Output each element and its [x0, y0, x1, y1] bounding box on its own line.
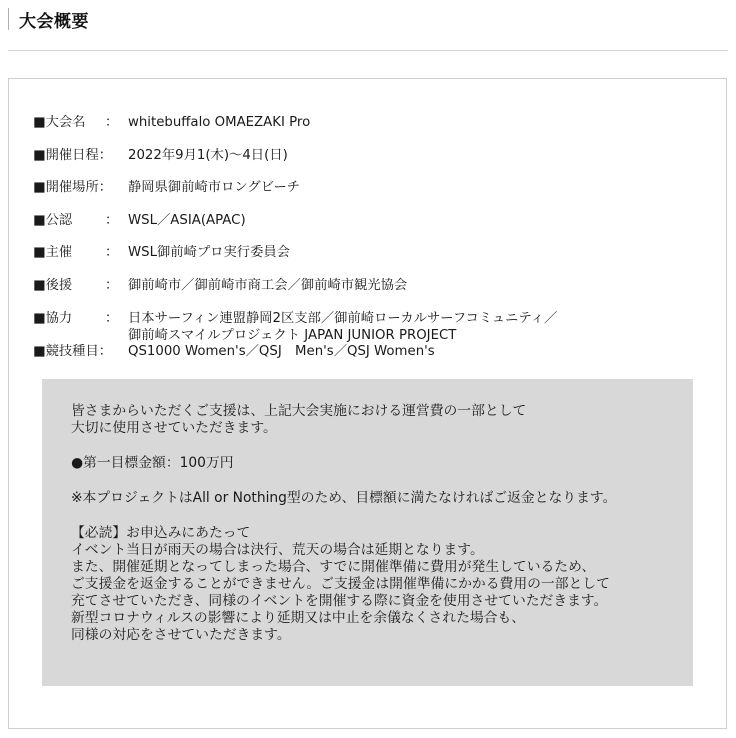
- header-accent-bar: [8, 8, 9, 30]
- overview-label: ■公認: [33, 213, 73, 228]
- overview-label: ■競技種目：: [33, 344, 113, 359]
- section-header: [8, 0, 728, 51]
- overview-colon: ：: [105, 213, 119, 228]
- page-title: 大会概要: [19, 12, 89, 32]
- notice-line: 充てさせていただき、同様のイベントを開催する際に資金を使用させていただきます。: [71, 593, 608, 609]
- notice-support-line: 皆さまからいただくご支援は、上記大会実施における運営費の一部として: [71, 403, 527, 419]
- notice-line: 新型コロナウィルスの影響により延期又は中止を余儀なくされた場合も、: [71, 610, 526, 626]
- overview-value: whitebuffalo OMAEZAKI Pro: [128, 115, 311, 130]
- notice-all-or-nothing: ※本プロジェクトはAll or Nothing型のため、目標額に満たなければご返金となります。: [71, 490, 617, 506]
- overview-label: ■協力: [33, 311, 73, 326]
- notice-line: 同様の対応をさせていただきます。: [71, 627, 291, 643]
- overview-colon: ：: [105, 245, 119, 260]
- overview-label: ■大会名: [33, 115, 86, 130]
- overview-value: QS1000 Women's／QSJ Men's／QSJ Women's: [128, 344, 435, 359]
- overview-value: WSL／ASIA(APAC): [128, 213, 246, 228]
- overview-colon: ：: [105, 115, 119, 130]
- overview-colon: ：: [105, 311, 119, 326]
- notice-line: また、開催延期となってしまった場合、すでに開催準備に費用が発生しているため、: [71, 559, 596, 575]
- overview-value: WSL御前崎プロ実行委員会: [128, 245, 290, 260]
- notice-must-read-heading: 【必読】お申込みにあたって: [71, 525, 251, 541]
- notice-text: [71, 403, 691, 644]
- overview-value: 2022年9月1(木)〜4日(日): [128, 148, 288, 163]
- notice-box: [42, 379, 693, 686]
- notice-goal: ●第一目標金額：100万円: [71, 455, 234, 471]
- overview-value: 日本サーフィン連盟静岡2区支部／御前崎ローカルサーフコミュニティ／ 御前崎スマイルプロジェクト JAPAN JUNIOR PROJECT: [128, 311, 558, 343]
- overview-label: ■後援: [33, 278, 73, 293]
- overview-value: 御前崎市／御前崎市商工会／御前崎市観光協会: [128, 278, 408, 293]
- overview-colon: ：: [105, 278, 119, 293]
- overview-label: ■主催: [33, 245, 73, 260]
- notice-line: イベント当日が雨天の場合は決行、荒天の場合は延期となります。: [71, 542, 484, 558]
- overview-value: 静岡県御前崎市ロングビーチ: [128, 180, 301, 195]
- notice-support-line: 大切に使用させていただきます。: [71, 420, 277, 436]
- notice-line: ご支援金を返金することができません。ご支援金は開催準備にかかる費用の一部として: [71, 576, 610, 592]
- overview-label: ■開催場所：: [33, 180, 113, 195]
- overview-label: ■開催日程：: [33, 148, 113, 163]
